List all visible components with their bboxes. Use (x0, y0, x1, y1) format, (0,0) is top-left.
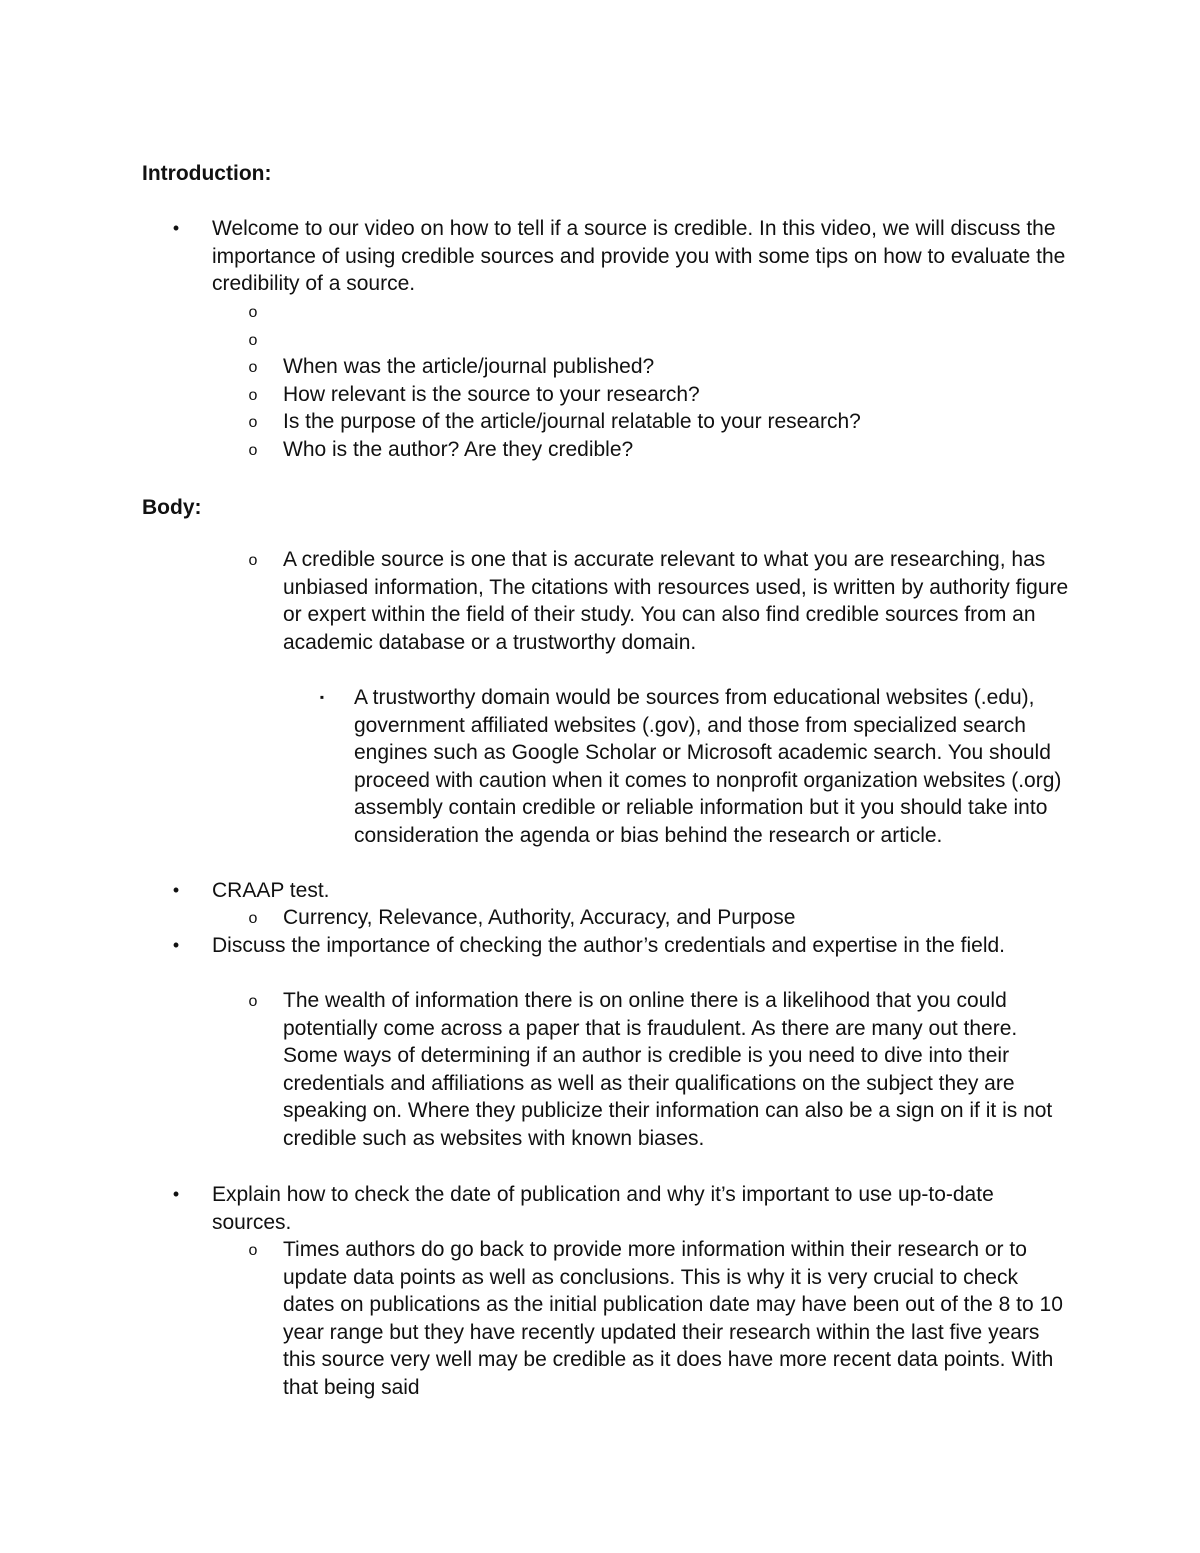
body-heading: Body: (142, 496, 202, 519)
circle-marker: o (248, 993, 258, 1010)
craap-bullet (172, 877, 1072, 905)
body-sub-item (248, 546, 1073, 656)
circle-marker: o (248, 910, 258, 927)
intro-sub-item (248, 408, 1073, 436)
date-bullet (172, 1181, 1072, 1236)
circle-marker: o (248, 1242, 258, 1259)
intro-sub-text: How relevant is the source to your research? (283, 383, 700, 406)
circle-marker: o (248, 332, 258, 349)
intro-sub-item (248, 381, 1073, 409)
date-bullet-text: Explain how to check the date of publication and why it’s important to use up-to-date sources. (212, 1183, 994, 1234)
author-bullet-text: Discuss the importance of checking the author’s credentials and expertise in the field. (212, 934, 1005, 957)
craap-sub-item (248, 904, 1073, 932)
date-sub-item (248, 1236, 1073, 1401)
author-sub-text: The wealth of information there is on online there is a likelihood that you could potentially come across a paper that is fraudulent. As there are many out there. Some ways of determining if an author is credible is you need to dive into their credentials and affiliations as well as their qualifications on the subject they are speaking on. Where they publicize their information can also be a sign on if it is not credible such as websites with known biases. (283, 989, 1053, 1150)
intro-sub-item (248, 436, 1073, 464)
circle-marker: o (248, 359, 258, 376)
square-marker: ▪ (319, 690, 325, 704)
bullet-marker: • (172, 1184, 180, 1204)
bullet-marker: • (172, 880, 180, 900)
bullet-marker: • (172, 218, 180, 238)
craap-bullet-text: CRAAP test. (212, 879, 330, 902)
intro-bullet (172, 215, 1072, 298)
craap-sub-text: Currency, Relevance, Authority, Accuracy, and Purpose (283, 906, 796, 929)
intro-sub-text: Is the purpose of the article/journal relatable to your research? (283, 410, 861, 433)
circle-marker: o (248, 552, 258, 569)
intro-sub-text: When was the article/journal published? (283, 355, 655, 378)
author-bullet (172, 932, 1072, 960)
bullet-marker: • (172, 935, 180, 955)
body-sub-text: A credible source is one that is accurate relevant to what you are researching, has unbiased information, The citations with resources used, is written by authority figure or expert within the field of their study. You can also find credible sources from an academic database or a trustworthy domain. (283, 548, 1069, 654)
intro-bullet-text: Welcome to our video on how to tell if a source is credible. In this video, we will discuss the importance of using credible sources and provide you with some tips on how to evaluate the credibility of a source. (212, 217, 1066, 295)
circle-marker: o (248, 304, 258, 321)
introduction-heading: Introduction: (142, 162, 272, 185)
body-detail-text: A trustworthy domain would be sources from educational websites (.edu), government affiliated websites (.gov), and those from specialized search engines such as Google Scholar or Microsoft academic search. You should proceed with caution when it comes to nonprofit organization websites (.org) assembly contain credible or reliable information but it you should take into consideration the agenda or bias behind the research or article. (354, 686, 1062, 847)
circle-marker: o (248, 414, 258, 431)
intro-sub-text: Who is the author? Are they credible? (283, 438, 634, 461)
author-sub-item (248, 987, 1073, 1152)
body-detail-item (319, 684, 1074, 849)
intro-sub-item (248, 353, 1073, 381)
circle-marker: o (248, 387, 258, 404)
circle-marker: o (248, 442, 258, 459)
date-sub-text: Times authors do go back to provide more information within their research or to update data points as well as conclusions. This is why it is very crucial to check dates on publications as the initial publication date may have been out of the 8 to 10 year range but they have recently updated their research within the last five years this source very well may be credible as it does have more recent data points. With that being said (283, 1238, 1063, 1399)
